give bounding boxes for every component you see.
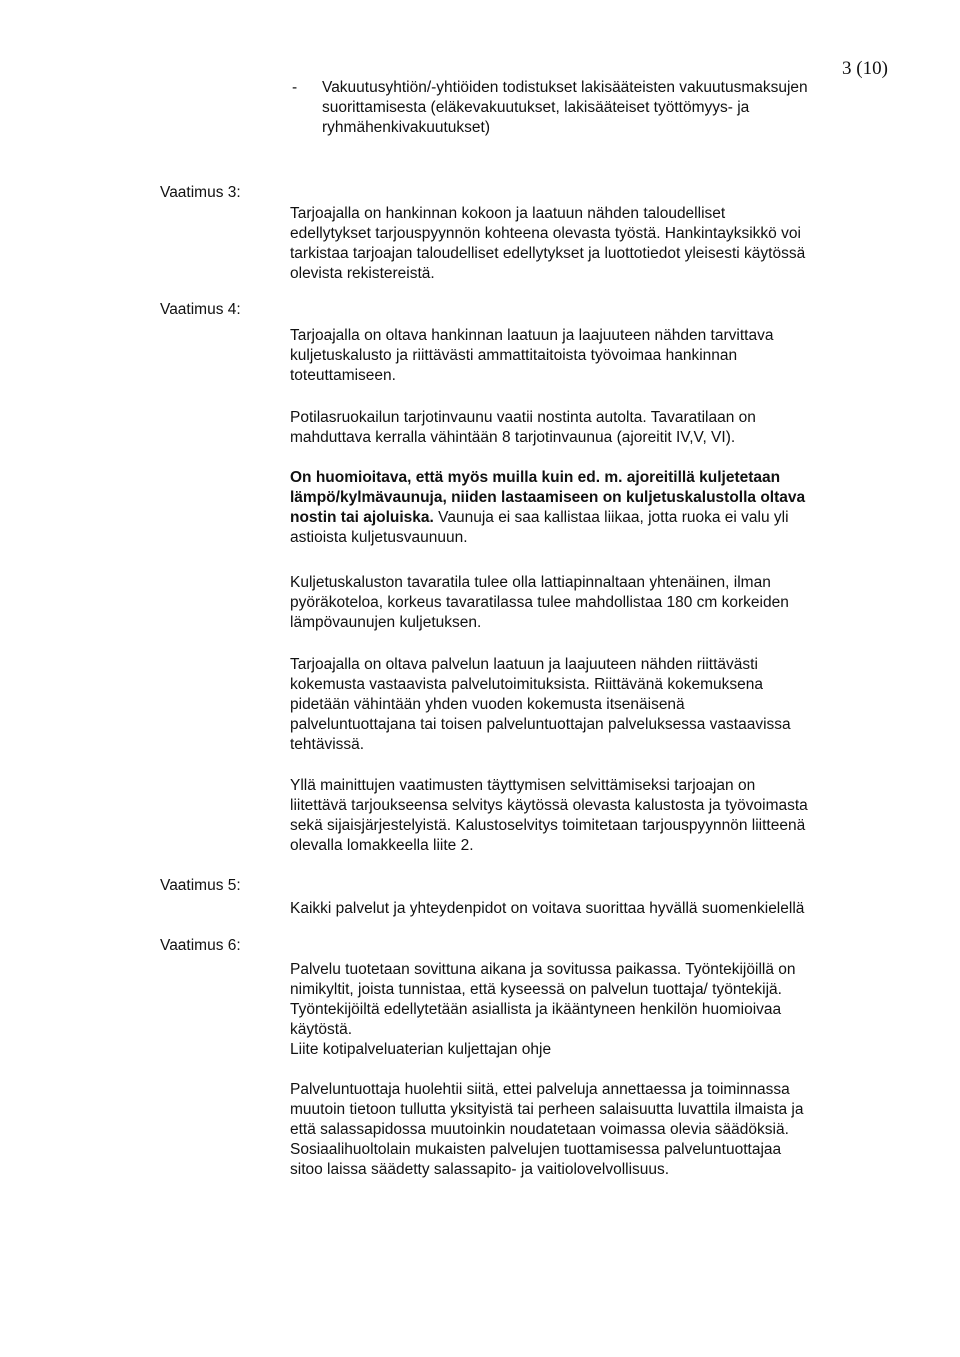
text-line: sekä sijaisjärjestelyistä. Kalustoselvitys toimitetaan tarjouspyynnön liitteenä [290,817,806,834]
text-line: tarkistaa tarjoajan taloudelliset edellytykset ja luottotiedot yleisesti käytössä [290,245,806,262]
text-line: Palveluntuottaja huolehtii siitä, ettei palveluja annettaessa ja toiminnassa [290,1081,790,1098]
text-line: astioista kuljetusvaunuun. [290,529,468,546]
text-line: Palvelu tuotetaan sovittuna aikana ja sovitussa paikassa. Työntekijöillä on [290,961,796,978]
bold-text-line: lämpö/kylmävaunuja, niiden lastaamiseen on kuljetuskalustolla oltava [290,489,806,506]
requirement-label-6: Vaatimus 6: [160,937,241,954]
text-line: edellytykset tarjouspyynnön kohteena olevasta työstä. Hankintayksikkö voi [290,225,801,242]
text-line: Työntekijöiltä edellytetään asiallista ja ikääntyneen henkilön huomioivaa [290,1001,782,1018]
normal-text: Vaunuja ei saa kallistaa liikaa, jotta ruoka ei valu yli [433,509,789,526]
text-line: pidetään vähintään yhden vuoden kokemusta itsenäisenä [290,696,685,713]
text-line: muutoin tietoon tullutta yksityistä tai perheen salaisuutta luvattila ilmaista ja [290,1101,804,1118]
requirement-6-paragraph-1 [290,960,796,1060]
text-line: tehtävissä. [290,736,365,753]
requirement-4-paragraph-6 [290,776,808,856]
text-line: pyöräkoteloa, korkeus tavaratilassa tulee mahdollistaa 180 cm korkeiden [290,594,789,611]
text-line: liitettävä tarjoukseensa selvitys käytössä olevasta kalustosta ja työvoimasta [290,797,808,814]
requirement-4-paragraph-4 [290,573,789,633]
text-line: Potilasruokailun tarjotinvaunu vaatii nostinta autolta. Tavaratilaan on [290,409,756,426]
page-number: 3 (10) [842,58,888,79]
text-line: Kaikki palvelut ja yhteydenpidot on voitava suorittaa hyvällä suomenkielellä [290,900,805,917]
requirement-4-paragraph-5 [290,655,791,755]
text-line: ryhmähenkivakuutukset) [322,119,490,136]
requirement-label-4: Vaatimus 4: [160,301,241,318]
text-line: kokemusta vastaavista palvelutoimituksista. Riittävänä kokemuksena [290,676,763,693]
text-line: olevalla lomakkeella liite 2. [290,837,474,854]
text-line: mahduttava kerralla vähintään 8 tarjotinvaunua (ajoreitit IV,V, VI). [290,429,736,446]
requirement-4-paragraph-2 [290,408,756,448]
bullet-paragraph [322,78,808,138]
list-dash: - [292,79,298,96]
text-line: Vakuutusyhtiön/-yhtiöiden todistukset lakisääteisten vakuutusmaksujen [322,79,808,96]
text-line: Sosiaalihuoltolain mukaisten palvelujen tuottamisessa palveluntuottajaa [290,1141,782,1158]
text-line: toteuttamiseen. [290,367,396,384]
text-line: Kuljetuskaluston tavaratila tulee olla lattiapinnaltaan yhtenäinen, ilman [290,574,771,591]
text-line: Liite kotipalveluaterian kuljettajan ohje [290,1041,552,1058]
bold-text-line: On huomioitava, että myös muilla kuin ed. m. ajoreitillä kuljetetaan [290,469,781,486]
text-line: nimikyltit, joista tunnistaa, että kyseessä on palvelun tuottaja/ työntekijä. [290,981,782,998]
text-line: Yllä mainittujen vaatimusten täyttymisen selvittämiseksi tarjoajan on [290,777,756,794]
text-line: palveluntuottajana tai toisen palveluntuottajan palveluksessa vastaavissa [290,716,791,733]
requirement-label-3: Vaatimus 3: [160,184,241,201]
text-line: lämpövaunujen kuljetuksen. [290,614,482,631]
requirement-4-paragraph-1 [290,326,773,386]
text-line: Tarjoajalla on oltava palvelun laatuun ja laajuuteen nähden riittävästi [290,656,758,673]
requirement-3-paragraph [290,204,805,284]
requirement-6-paragraph-2 [290,1080,804,1180]
text-line: kuljetuskalusto ja riittävästi ammattitaitoista työvoimaa hankinnan [290,347,738,364]
text-line: olevista rekistereistä. [290,265,435,282]
text-line: Tarjoajalla on hankinnan kokoon ja laatuun nähden taloudelliset [290,205,726,222]
mixed-text-line [290,508,805,528]
requirement-4-paragraph-3 [290,468,805,548]
requirement-label-5: Vaatimus 5: [160,877,241,894]
text-line: Tarjoajalla on oltava hankinnan laatuun ja laajuuteen nähden tarvittava [290,327,774,344]
bold-text: nostin tai ajoluiska. [290,509,434,526]
text-line: käytöstä. [290,1021,353,1038]
requirement-5-paragraph [290,899,804,919]
text-line: suorittamisesta (eläkevakuutukset, lakisääteiset työttömyys- ja [322,99,750,116]
text-line: että salassapidossa muutoinkin noudatetaan voimassa olevia säädöksiä. [290,1121,789,1138]
text-line: sitoo laissa säädetty salassapito- ja vaitiolovelvollisuus. [290,1161,670,1178]
